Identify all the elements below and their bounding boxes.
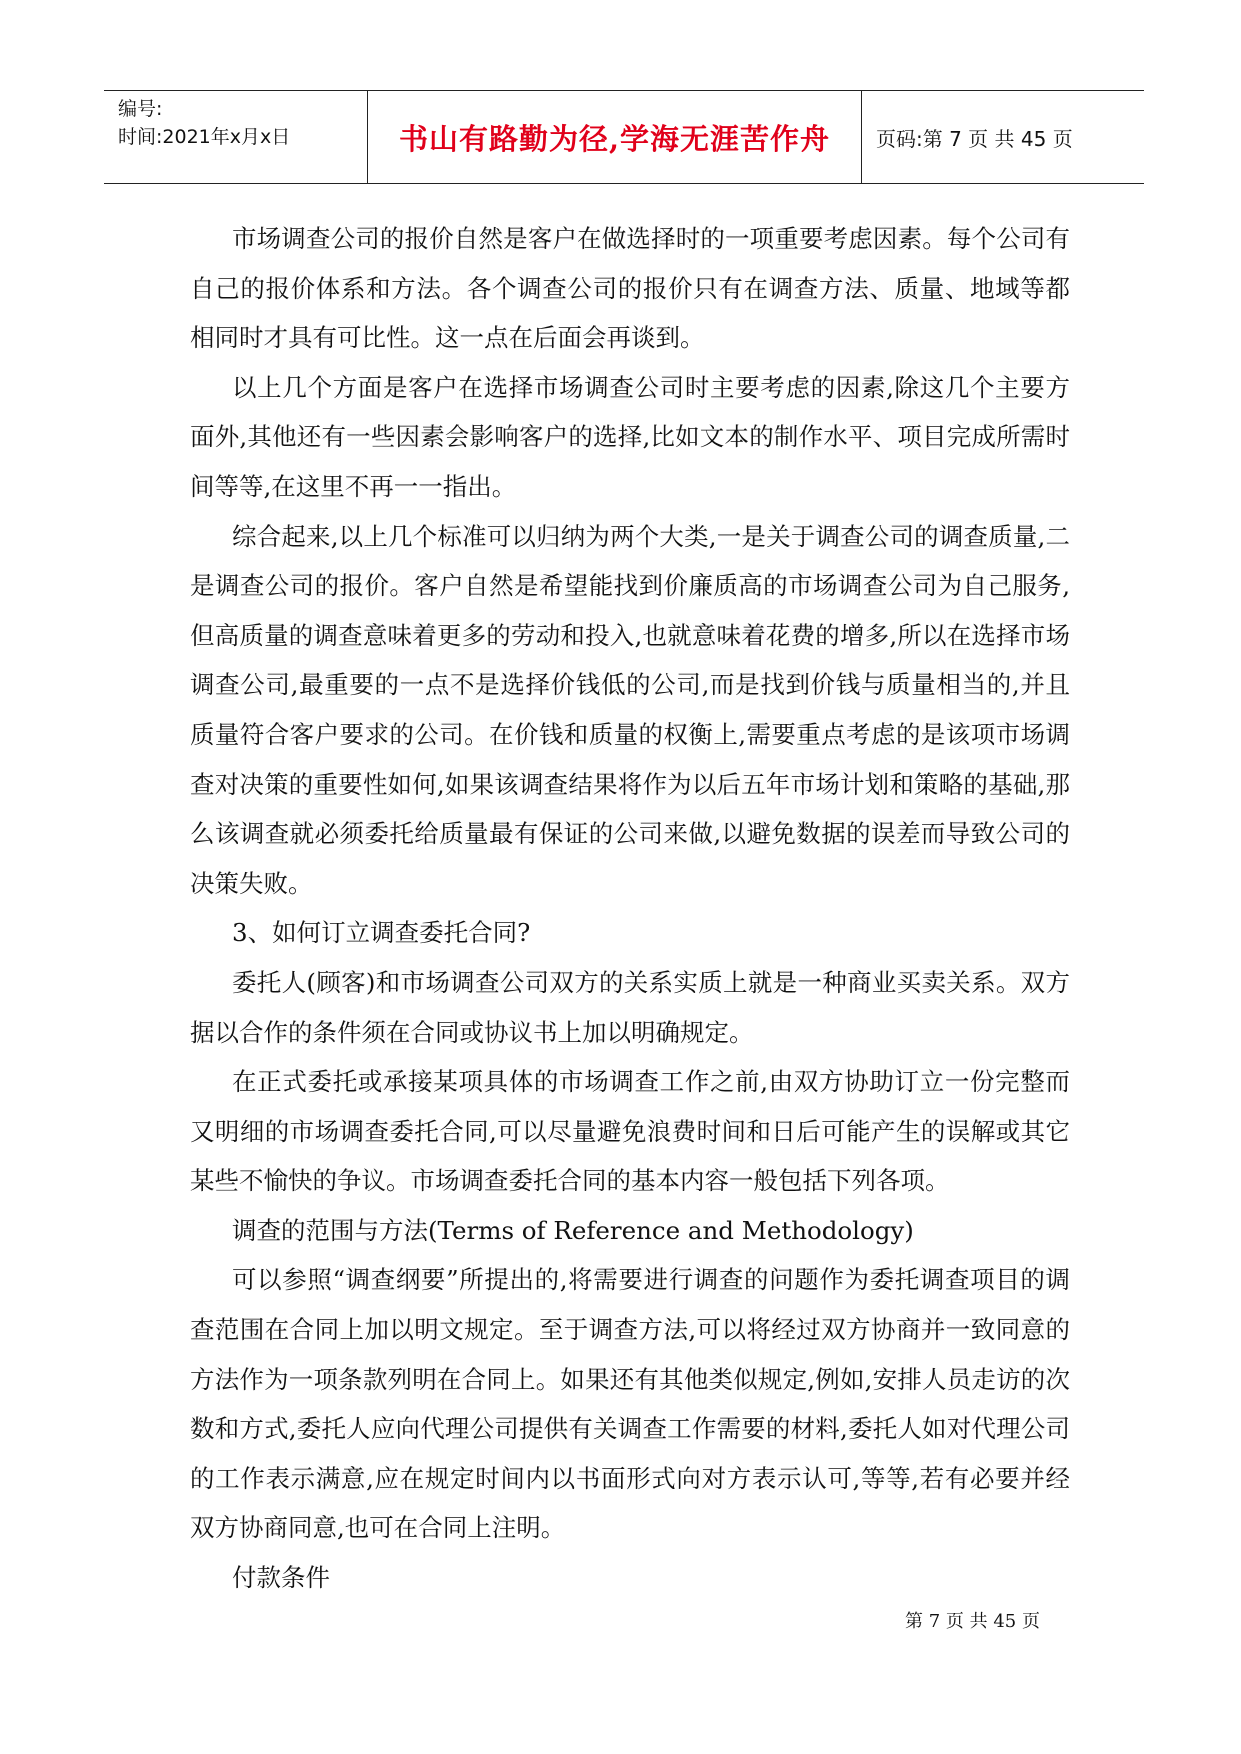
subsection-heading: 调查的范围与方法(Terms of Reference and Methodology): [232, 1215, 914, 1245]
section-heading: 3、如何订立调查委托合同?: [232, 918, 531, 948]
paragraph: 在正式委托或承接某项具体的市场调查工作之前,由双方协助订立一份完整而又明细的市场调查委托合同,可以尽量避免浪费时间和日后可能产生的误解或其它某些不愉快的争议。市场调查委托合同的基本内容一般包括下列各项。: [190, 1067, 1070, 1196]
document-number-label: 编号:: [118, 98, 163, 120]
footer-page-number: 第 7 页 共 45 页: [905, 1611, 1040, 1632]
paragraph: 市场调查公司的报价自然是客户在做选择时的一项重要考虑因素。每个公司有自己的报价体系和方法。各个调查公司的报价只有在调查方法、质量、地域等都相同时才具有可比性。这一点在后面会再谈到。: [190, 224, 1070, 353]
page-footer: [905, 1607, 1040, 1633]
header-page-label: 页码:第 7 页 共 45 页: [876, 126, 1073, 151]
paragraph: 委托人(顾客)和市场调查公司双方的关系实质上就是一种商业买卖关系。双方据以合作的条件须在合同或协议书上加以明确规定。: [190, 967, 1070, 1047]
motto-text: 书山有路勤为径,学海无涯苦作舟: [398, 121, 831, 156]
page-header: [104, 90, 1144, 184]
header-motto: [368, 91, 862, 183]
header-page-cell: [862, 91, 1144, 183]
paragraph: 以上几个方面是客户在选择市场调查公司时主要考虑的因素,除这几个主要方面外,其他还有一些因素会影响客户的选择,比如文本的制作水平、项目完成所需时间等等,在这里不再一一指出。: [190, 372, 1070, 501]
document-body: [190, 214, 1070, 1603]
header-info-cell: [104, 91, 368, 183]
document-time-label: 时间:2021年x月x日: [118, 126, 291, 148]
paragraph: 可以参照“调查纲要”所提出的,将需要进行调查的问题作为委托调查项目的调查范围在合同上加以明文规定。至于调查方法,可以将经过双方协商并一致同意的方法作为一项条款列明在合同上。如果还有其他类似规定,例如,安排人员走访的次数和方式,委托人应向代理公司提供有关调查工作需要的材料,委托人如对代理公司的工作表示满意,应在规定时间内以书面形式向对方表示认可,等等,若有必要并经双方协商同意,也可在合同上注明。: [190, 1265, 1070, 1543]
paragraph: 综合起来,以上几个标准可以归纳为两个大类,一是关于调查公司的调查质量,二是调查公司的报价。客户自然是希望能找到价廉质高的市场调查公司为自己服务,但高质量的调查意味着更多的劳动和投入,也就意味着花费的增多,所以在选择市场调查公司,最重要的一点不是选择价钱低的公司,而是找到价钱与质量相当的,并且质量符合客户要求的公司。在价钱和质量的权衡上,需要重点考虑的是该项市场调查对决策的重要性如何,如果该调查结果将作为以后五年市场计划和策略的基础,那么该调查就必须委托给质量最有保证的公司来做,以避免数据的误差而导致公司的决策失败。: [190, 521, 1070, 898]
subsection-heading: 付款条件: [232, 1563, 330, 1593]
